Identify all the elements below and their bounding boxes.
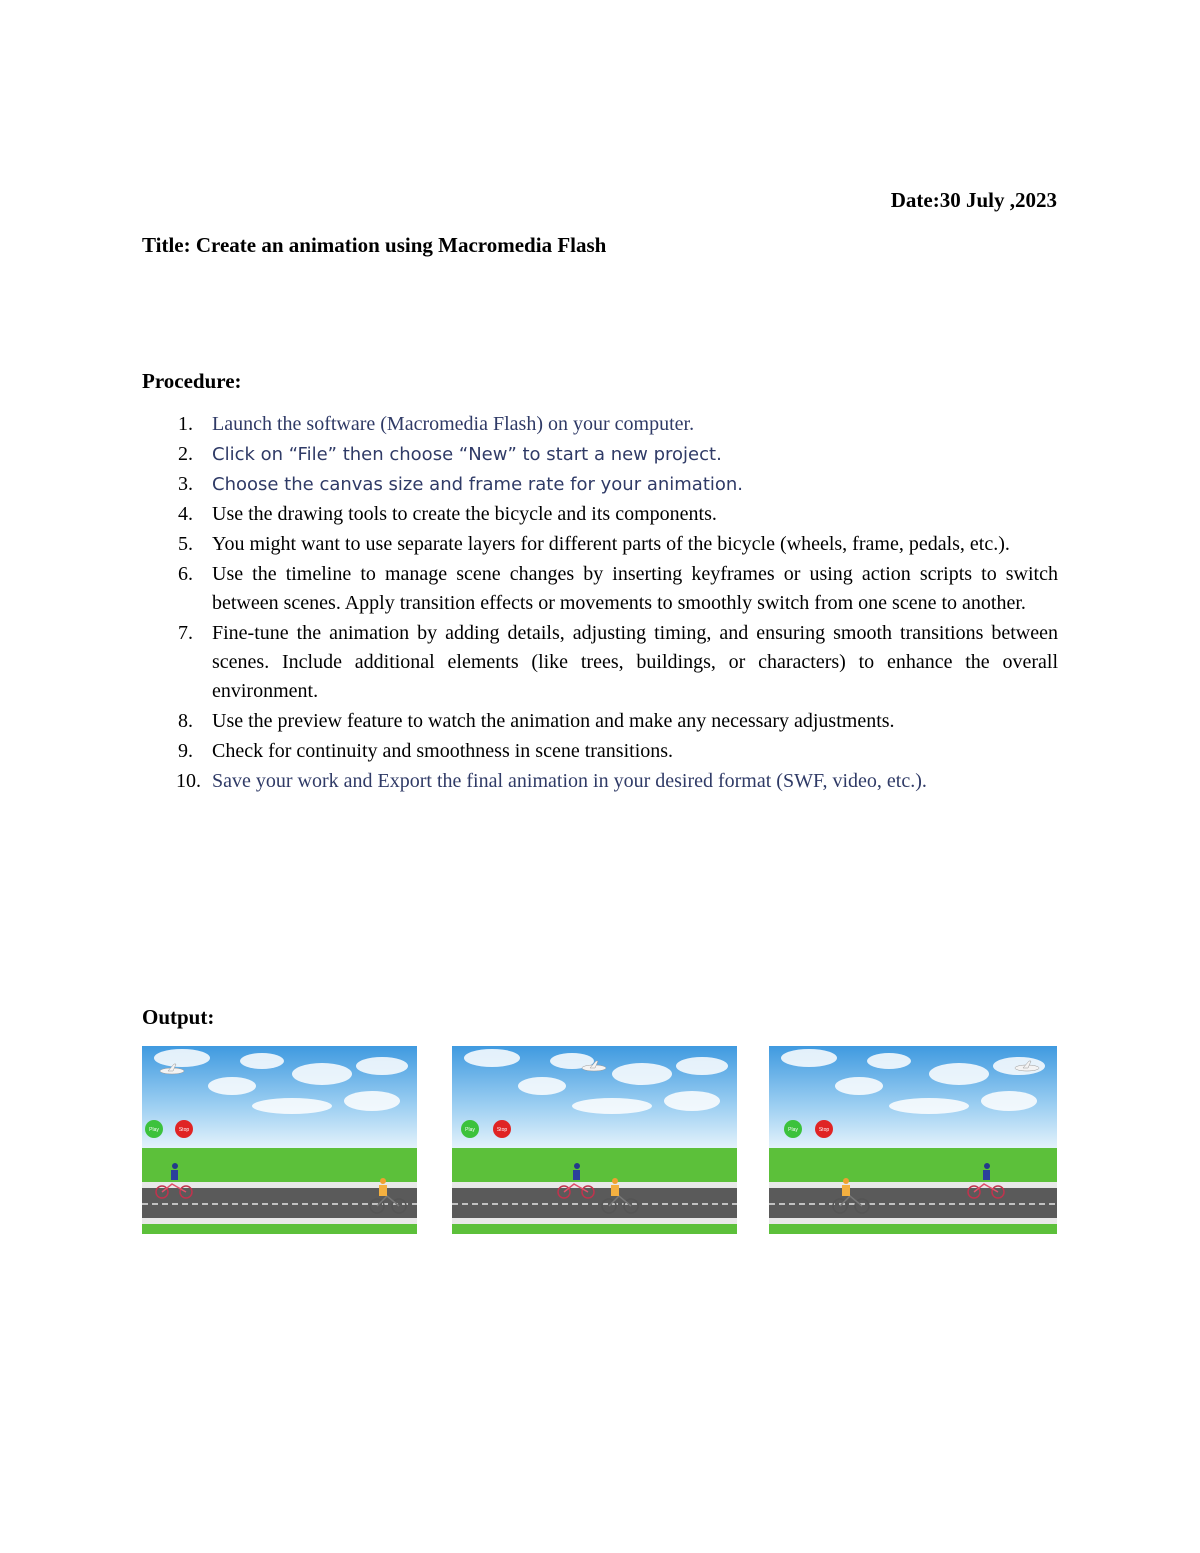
- procedure-heading: Procedure:: [142, 369, 242, 393]
- animation-scene: [769, 1046, 1057, 1234]
- step-text: You might want to use separate layers for different parts of the bicycle (wheels, frame, pedals, etc.).: [212, 533, 1010, 555]
- step-text: Use the drawing tools to create the bicycle and its components.: [212, 503, 717, 525]
- step-text: Choose the canvas size and frame rate for your animation.: [212, 474, 744, 495]
- document-date: Date:30 July ,2023: [890, 188, 1057, 212]
- step-number: 9.: [178, 740, 193, 762]
- step-number: 1.: [178, 413, 193, 435]
- step-number: 3.: [178, 473, 193, 495]
- step-text: Launch the software (Macromedia Flash) on your computer.: [212, 413, 695, 435]
- list-item: [142, 707, 1058, 736]
- step-number: 8.: [178, 710, 193, 732]
- step-text: Click on “File” then choose “New” to start a new project.: [212, 444, 722, 465]
- list-item: [142, 470, 1058, 499]
- play-button-label: Play: [788, 1127, 798, 1133]
- step-number: 7.: [178, 622, 193, 644]
- animation-frame-2: [452, 1046, 737, 1234]
- play-button-label: Play: [465, 1127, 475, 1133]
- animation-frame-1: [142, 1046, 417, 1234]
- step-number: 2.: [178, 443, 193, 465]
- step-text: Save your work and Export the final animation in your desired format (SWF, video, etc.).: [212, 770, 927, 792]
- grass-area: [452, 1148, 737, 1186]
- step-text: Use the preview feature to watch the animation and make any necessary adjustments.: [212, 710, 895, 732]
- road: [769, 1188, 1057, 1218]
- step-number: 6.: [178, 563, 193, 585]
- list-item: [142, 560, 1058, 618]
- list-item: [142, 737, 1058, 766]
- animation-scene: [142, 1046, 417, 1234]
- list-item: [142, 619, 1058, 706]
- list-item: [142, 530, 1058, 559]
- list-item: [142, 500, 1058, 529]
- stop-button-label: Stop: [178, 1127, 190, 1133]
- step-text: Use the timeline to manage scene changes by inserting keyframes or using action scripts to switch between scenes. Apply transition effects or movements to smoothly switch from one scene to another.: [212, 563, 1058, 614]
- step-text: Fine-tune the animation by adding details, adjusting timing, and ensuring smooth transitions between scenes. Include additional elements (like trees, buildings, or characters) to enhance the overall environment.: [212, 622, 1058, 702]
- grass-area: [769, 1148, 1057, 1186]
- procedure-steps-list: [142, 410, 1058, 797]
- list-item: [142, 767, 1058, 796]
- document-title: Title: Create an animation using Macromedia Flash: [142, 233, 607, 257]
- grass-area: [142, 1148, 417, 1186]
- output-heading: Output:: [142, 1005, 215, 1029]
- step-number: 5.: [178, 533, 193, 555]
- animation-frame-3: [769, 1046, 1057, 1234]
- stop-button-label: Stop: [818, 1127, 830, 1133]
- list-item: [142, 410, 1058, 439]
- step-number: 10.: [176, 770, 201, 792]
- step-number: 4.: [178, 503, 193, 525]
- play-button-label: Play: [149, 1127, 159, 1133]
- animation-scene: [452, 1046, 737, 1234]
- stop-button-label: Stop: [496, 1127, 508, 1133]
- list-item: [142, 440, 1058, 469]
- step-text: Check for continuity and smoothness in scene transitions.: [212, 740, 674, 762]
